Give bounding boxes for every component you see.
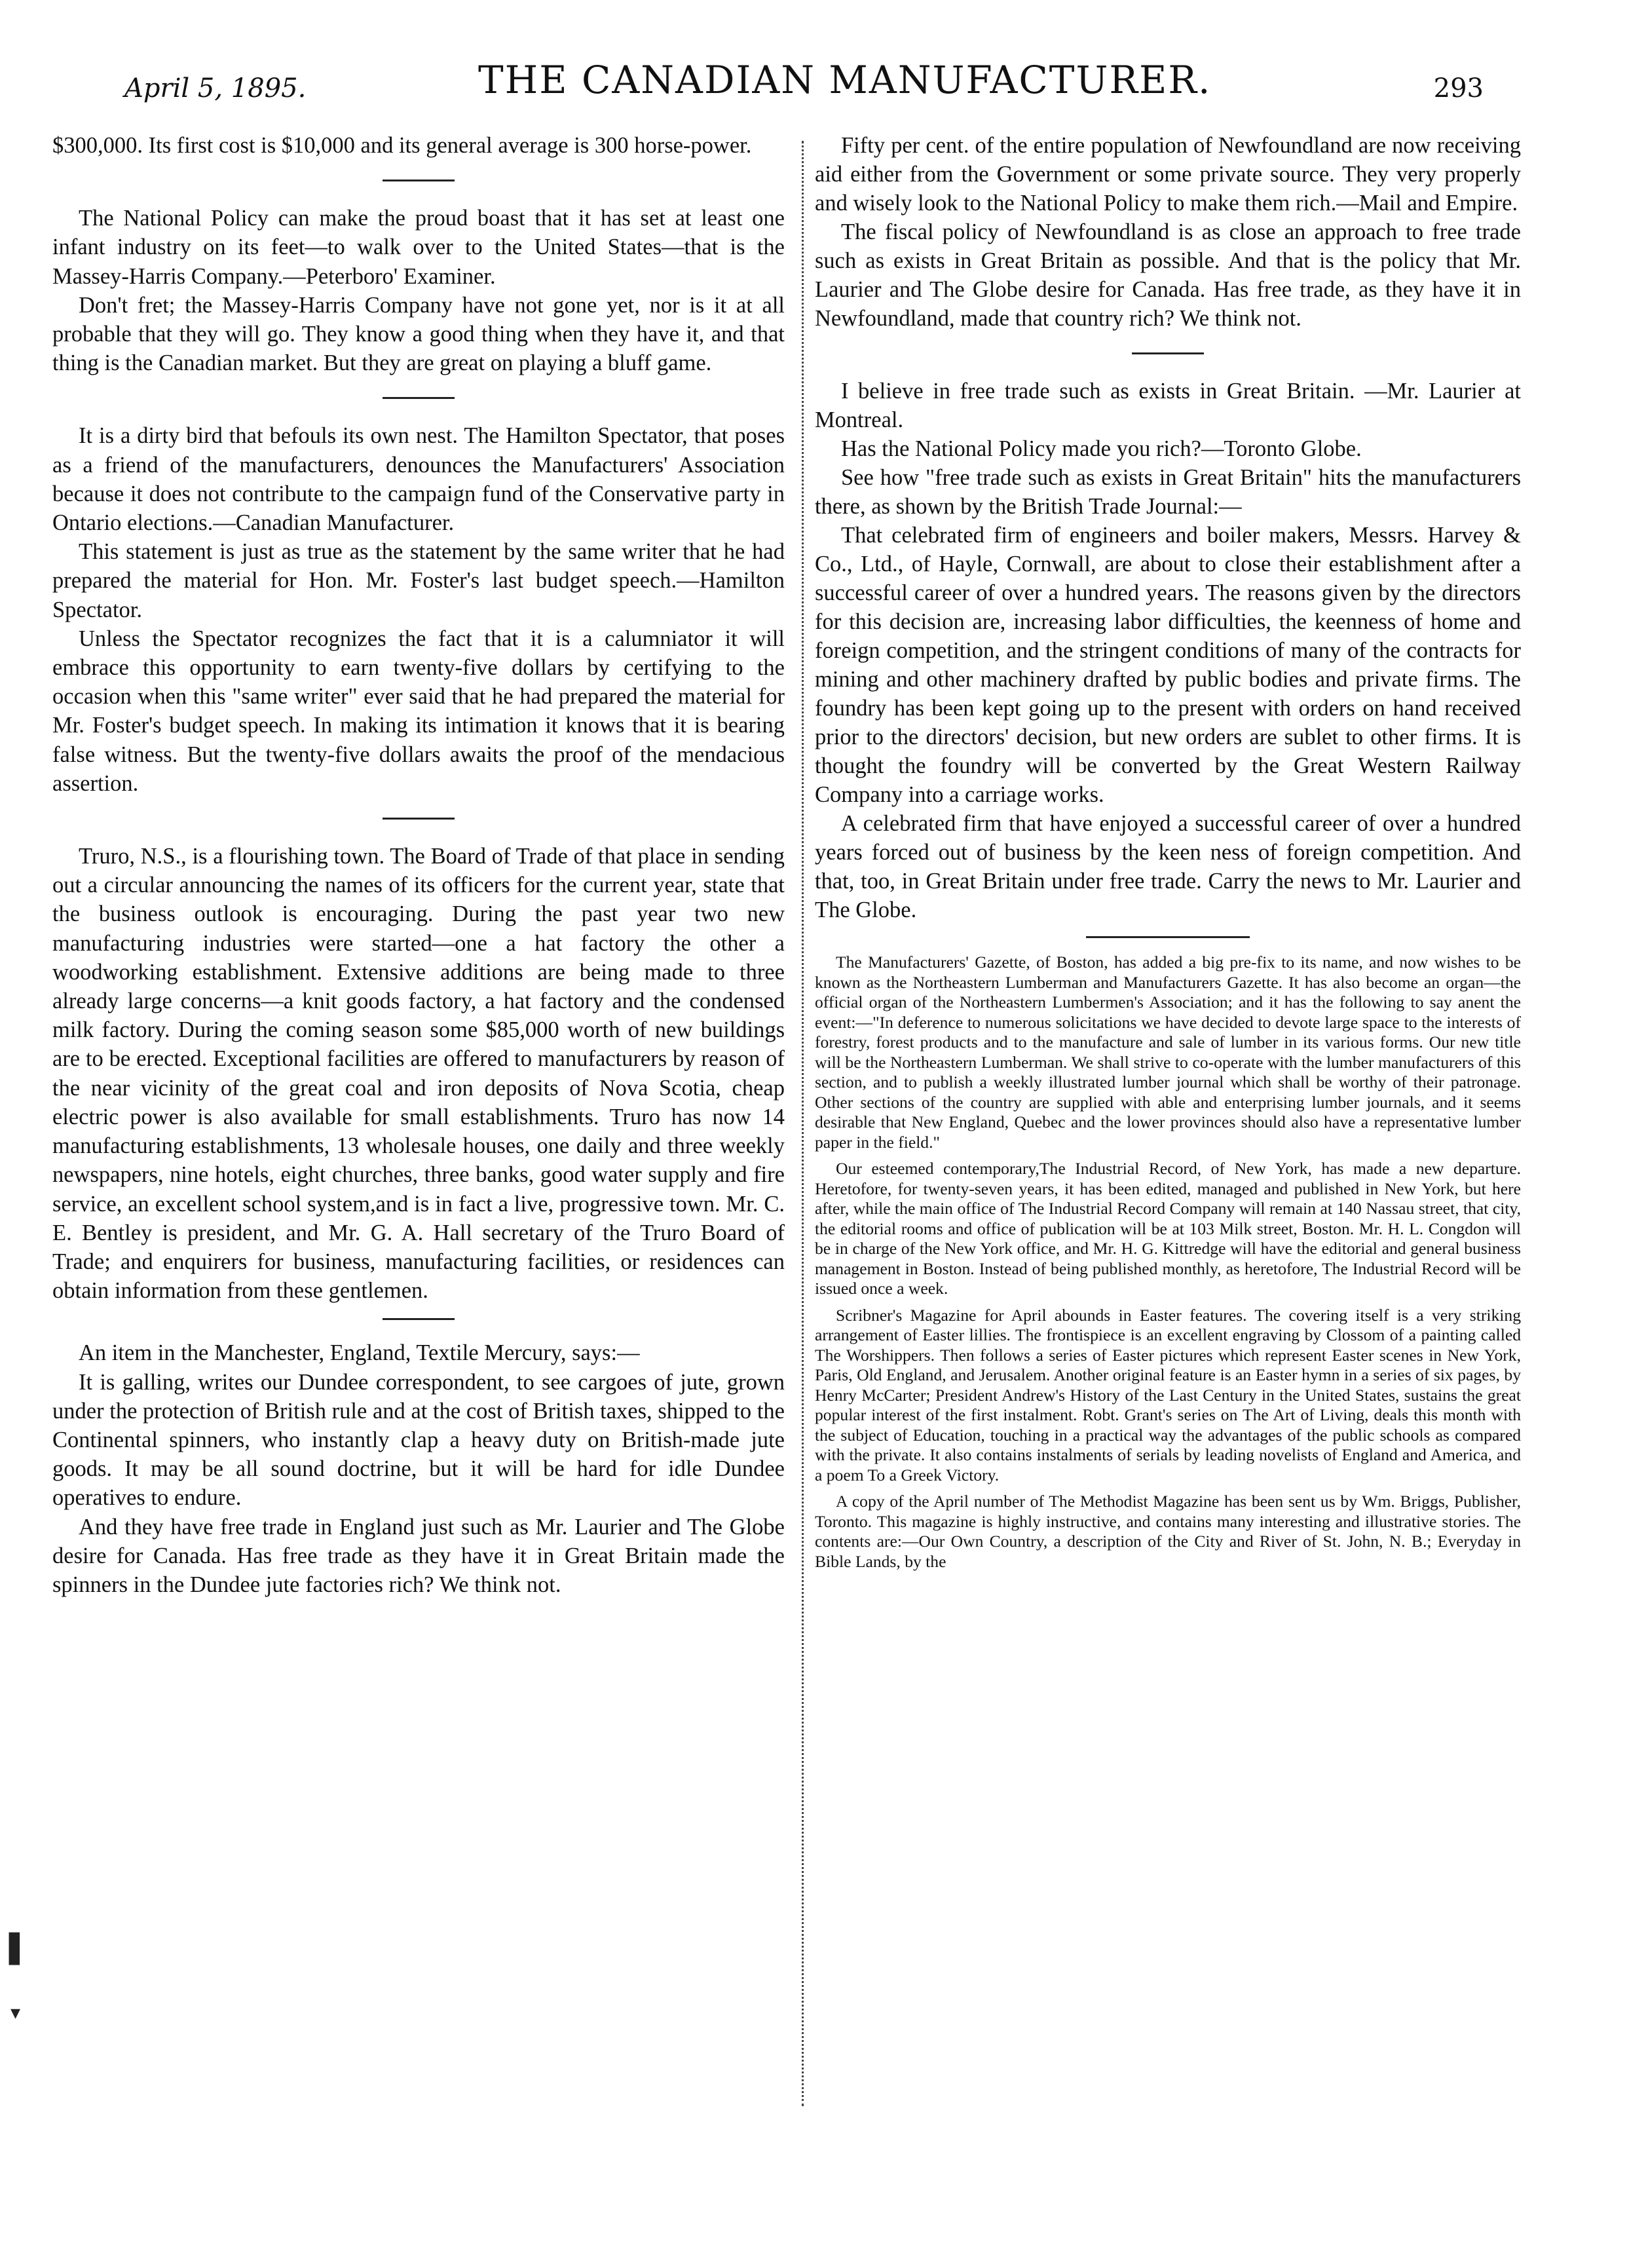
right-column — [815, 131, 1521, 1578]
article-paragraph: A celebrated firm that have enjoyed a successful career of over a hundred years forced out of business by the keen ness of foreign competition. And that, too, in Great Britain under free trade. Carry the news to Mr. Laurier and The Globe. — [815, 811, 1521, 922]
article-paragraph: That celebrated firm of engineers and boiler makers, Messrs. Harvey & Co., Ltd., of Hayle, Cornwall, are about to close their establishment after a successful career of over a hundred years. The reasons given by the directors for this decision are, increasing labor difficulties, the keenness of home and foreign competition, and the stringent conditions of many of the contracts for mining and other machinery drafted by public bodies and private firms. The foundry has been kept going up to the present with orders on hand received prior to the directors' decision, but new orders are sublet to other firms. It is thought the foundry will be converted by the Great Western Railway Company into a carriage works. — [815, 523, 1521, 807]
section-separator — [383, 180, 455, 181]
article-paragraph: See how "free trade such as exists in Great Britain" hits the manufacturers there, as shown by the British Trade Journal:— — [815, 465, 1521, 519]
article-paragraph: The fiscal policy of Newfoundland is as close an approach to free trade such as exists in Great Britain as possible. And that is the policy that Mr. Laurier and The Globe desire for Canada. Has free trade, as they have it in Newfoundland, made that country rich? We think not. — [815, 219, 1521, 331]
section-separator — [1132, 352, 1204, 354]
note-paragraph: Scribner's Magazine for April abounds in Easter features. The covering itself is a very striking arrangement of Easter lillies. The frontispiece is an excellent engraving by Clossom of a painting called The Worshippers. Then follows a series of Easter pictures which represent Easter scenes in New York, Paris, Old England, and Jerusalem. Another original feature is an Easter hymn in a series of six pages, by Henry McCarter; President Andrew's History of the Last Century in the United States, sustains the great popular interest of the first instalment. Robt. Grant's series on The Art of Living, deals this month with the subject of Education, touching in a practical way the advantages of the public schools as compared with the private. It also contains instalments of serials by leading novelists of England and America, and a poem To a Greek Victory. — [815, 1305, 1521, 1484]
page-edge-mark: ▾ — [10, 2001, 21, 2024]
issue-date: April 5, 1895. — [124, 73, 307, 104]
article-paragraph: And they have free trade in England just such as Mr. Laurier and The Globe desire for Canada. Has free trade as they have it in Great Britain made the spinners in the Dundee jute factories rich? We think not. — [52, 1514, 785, 1597]
page-header — [124, 54, 1484, 113]
article-paragraph: It is a dirty bird that befouls its own nest. The Hamilton Spectator, that poses as a friend of the manufacturers, denounces the Manufacturers' Association because it does not contribute to the campaign fund of the Conservative party in Ontario elections.—Canadian Manufacturer. — [52, 423, 785, 536]
note-paragraph: A copy of the April number of The Methodist Magazine has been sent us by Wm. Briggs, Publisher, Toronto. This magazine is highly instructive, and contains many interesting and illustrative stories. The contents are:—Our Own Country, a description of the City and River of St. John, N. B.; Everyday in Bible Lands, by the — [815, 1492, 1521, 1571]
article-paragraph: $300,000. Its first cost is $10,000 and its general average is 300 horse-power. — [52, 133, 752, 158]
left-column — [52, 131, 785, 1599]
article-paragraph: An item in the Manchester, England, Textile Mercury, says:— — [79, 1340, 640, 1366]
page-edge-mark: ▌ — [9, 1933, 31, 1965]
note-paragraph: Our esteemed contemporary,The Industrial Record, of New York, has made a new departure. Heretofore, for twenty-seven years, it has been edited, managed and published in New York, but here after, while the main office of The Industrial Record Company will remain at 140 Nassau street, that city, the editorial rooms and office of publication will be at 103 Milk street, Boston. Mr. H. L. Congdon will be in charge of the New York office, and Mr. H. G. Kittredge will have the editorial and general business management in Boston. Instead of being published monthly, as heretofore, The Industrial Record will be issued once a week. — [815, 1159, 1521, 1298]
article-paragraph: Has the National Policy made you rich?—Toronto Globe. — [841, 436, 1362, 461]
small-print-notes — [815, 953, 1521, 1572]
column-divider — [802, 141, 804, 2106]
article-paragraph: I believe in free trade such as exists in Great Britain. —Mr. Laurier at Montreal. — [815, 379, 1521, 432]
article-paragraph: The National Policy can make the proud boast that it has set at least one infant industry on its feet—to walk over to the United States—that is the Massey-Harris Company.—Peterboro' Examiner. — [52, 206, 785, 289]
note-paragraph: The Manufacturers' Gazette, of Boston, has added a big pre-fix to its name, and now wishes to be known as the Northeastern Lumberman and Manufacturers Gazette. It has also become an organ—the official organ of the Northeastern Lumbermen's Association; and it has the following to say anent the event:—"In deference to numerous solicitations we have decided to devote large space to the interests of forestry, forest products and to the manufacture and sale of lumber in its various forms. Our new title will be the Northeastern Lumberman. We shall strive to co-operate with the lumber manufacturers of this section, and to publish a weekly illustrated lumber journal which shall be worthy of their patronage. Other sections of the country are supplied with able and enterprising lumber journals, and it seems desirable that New England, Quebec and the lower provinces should also have a representative lumber paper in the field." — [815, 953, 1521, 1152]
article-paragraph: Unless the Spectator recognizes the fact that it is a calumniator it will embrace this opportunity to earn twenty-five dollars by certifying to the occasion when this "same writer" ever said that he had prepared the material for Mr. Foster's budget speech. In making its intimation it knows that it is bearing false witness. But the twenty-five dollars awaits the proof of the mendacious assertion. — [52, 626, 785, 796]
publication-title: THE CANADIAN MANUFACTURER. — [478, 58, 1212, 102]
article-paragraph: This statement is just as true as the statement by the same writer that he had prepared the material for Hon. Mr. Foster's last budget speech.—Hamilton Spectator. — [52, 539, 785, 622]
article-paragraph: Don't fret; the Massey-Harris Company have not gone yet, nor is it at all probable that they will go. They know a good thing when they have it, and that thing is the Canadian market. But they are great on playing a bluff game. — [52, 292, 785, 376]
section-separator — [1086, 936, 1250, 938]
article-paragraph: Fifty per cent. of the entire population of Newfoundland are now receiving aid either from the Government or some private source. They very properly and wisely look to the National Policy to make them rich.—Mail and Empire. — [815, 133, 1521, 216]
page-number: 293 — [1433, 73, 1484, 104]
article-paragraph: Truro, N.S., is a flourishing town. The Board of Trade of that place in sending out a circular announcing the names of its officers for the current year, state that the business outlook is encouraging. During the past year two new manufacturing industries were started—one a hat factory the other a woodworking establishment. Extensive additions are being made to three already large concerns—a knit goods factory, a hat factory and the condensed milk factory. During the coming season some $85,000 worth of new buildings are to be erected. Exceptional facilities are offered to manufacturers by reason of the near vicinity of the great coal and iron deposits of Nova Scotia, cheap electric power is also available for small establishments. Truro has now 14 manufacturing establishments, 13 wholesale houses, one daily and three weekly newspapers, nine hotels, eight churches, three banks, good water supply and fire service, an excellent school system,and is in fact a live, progressive town. Mr. C. E. Bentley is president, and Mr. G. A. Hall secretary of the Truro Board of Trade; and enquirers for business, manufacturing facilities, or residences can obtain information from these gentlemen. — [52, 844, 785, 1304]
section-separator — [383, 397, 455, 399]
section-separator — [383, 818, 455, 820]
article-paragraph: It is galling, writes our Dundee correspondent, to see cargoes of jute, grown under the protection of British rule and at the cost of British taxes, shipped to the Continental spinners, who instantly clap a heavy duty on British-made jute goods. It may be all sound doctrine, but it will be hard for idle Dundee operatives to endure. — [52, 1369, 785, 1511]
section-separator — [383, 1318, 455, 1320]
